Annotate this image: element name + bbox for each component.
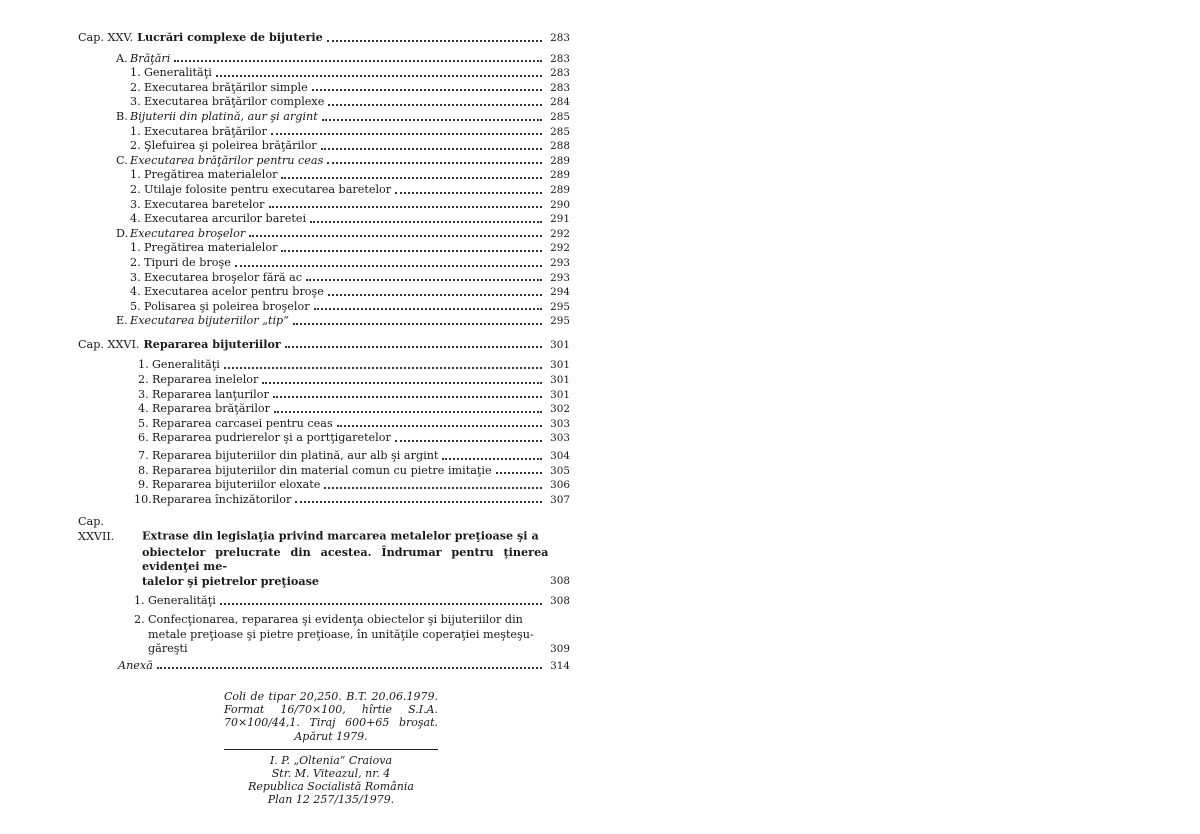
page-number: 293	[550, 271, 570, 284]
item-title: Utilaje folosite pentru executarea baretelor	[144, 182, 392, 196]
item-label: 3.	[130, 197, 141, 211]
item-title: Executarea acelor pentru broşe	[144, 285, 324, 299]
page-number: 303	[550, 432, 570, 445]
item-title: Pregătirea materialelor	[144, 241, 278, 255]
toc-item	[78, 125, 570, 140]
item-title: Şlefuirea şi poleirea brăţărilor	[144, 139, 317, 153]
toc-item	[78, 168, 570, 183]
toc-item	[78, 493, 570, 508]
dot-leader	[157, 667, 542, 669]
page-number: 301	[550, 338, 570, 351]
toc-section-c	[78, 154, 570, 169]
page-number: 303	[550, 417, 570, 430]
page-number: 314	[550, 659, 570, 672]
page-number: 292	[550, 227, 570, 240]
chapter-title: Repararea bijuteriilor	[143, 336, 281, 351]
dot-leader	[496, 472, 542, 474]
toc-chapter-27	[78, 515, 570, 588]
item-label: 4.	[138, 402, 149, 416]
dot-leader	[328, 104, 542, 106]
item-label: 6.	[138, 431, 149, 445]
colophon-line-3: 70×100/44,1. Tiraj 600+65 broşat.	[224, 716, 438, 730]
item-title: Repararea brăţărilor	[152, 402, 271, 416]
item-title: Executarea brăţărilor complexe	[144, 95, 325, 109]
page-number: 301	[550, 374, 570, 387]
page-number: 301	[550, 359, 570, 372]
dot-leader	[216, 75, 542, 77]
dot-leader	[271, 133, 542, 135]
page-number: 289	[550, 154, 570, 167]
page-number: 308	[550, 595, 570, 608]
dot-leader	[324, 487, 542, 489]
printer-line-1: I. P. „Oltenia“ Craiova	[269, 753, 393, 767]
item-label: 1.	[130, 66, 141, 80]
item-label: 8.	[138, 463, 149, 477]
section-label: B.	[116, 109, 128, 123]
item-label: 3.	[130, 270, 141, 284]
item-label: 1.	[130, 124, 141, 138]
section-title: Brăţări	[130, 51, 171, 65]
page-number: 293	[550, 256, 570, 269]
colophon-line-1: Coli de tipar 20,250. B.T. 20.06.1979.	[224, 690, 438, 703]
page-number: 295	[550, 315, 570, 328]
item-title: Repararea carcasei pentru ceas	[152, 416, 333, 430]
dot-leader	[295, 501, 542, 503]
item-title: Generalităţi	[152, 358, 220, 372]
toc-item	[78, 300, 570, 315]
page-number: 305	[550, 464, 570, 477]
dot-leader	[312, 89, 542, 91]
page-number: 292	[550, 242, 570, 255]
chapter-number: Cap. XXVI.	[78, 337, 140, 351]
item-title: Tipuri de broşe	[144, 255, 231, 269]
page-number: 295	[550, 300, 570, 313]
toc-item	[78, 241, 570, 256]
item-title: Executarea baretelor	[144, 197, 265, 211]
divider	[224, 749, 438, 750]
dot-leader	[328, 294, 542, 296]
toc-item	[78, 358, 570, 373]
section-label: C.	[116, 153, 128, 167]
dot-leader	[314, 308, 542, 310]
page-number: 283	[550, 32, 570, 44]
toc-item	[78, 285, 570, 300]
dot-leader	[249, 235, 542, 237]
toc-item	[78, 402, 570, 417]
item-title-line-2: metale preţioase şi pietre preţioase, în unităţile coperaţiei meşteşu-	[148, 627, 534, 641]
page-number: 283	[550, 81, 570, 94]
printer-line-4: Plan 12 257/135/1979.	[267, 793, 395, 807]
page-number: 285	[550, 125, 570, 138]
printer-line-2: Str. M. Viteazul, nr. 4	[271, 767, 391, 781]
dot-leader	[274, 411, 542, 413]
dot-leader	[262, 382, 542, 384]
item-label: 1.	[138, 358, 149, 372]
section-title: Executarea broşelor	[130, 226, 246, 240]
table-of-contents	[78, 30, 570, 673]
dot-leader	[395, 440, 542, 442]
toc-item	[78, 388, 570, 403]
item-title: Executarea brăţărilor simple	[144, 80, 308, 94]
toc-annex	[78, 659, 570, 674]
toc-section-a	[78, 52, 570, 67]
chapter-number: Cap. XXVII.	[78, 515, 115, 543]
dot-leader	[306, 279, 542, 281]
item-title: Repararea bijuteriilor din platină, aur alb şi argint	[152, 449, 439, 463]
item-title: Repararea lanţurilor	[152, 387, 269, 401]
toc-item	[78, 431, 570, 446]
toc-item	[78, 139, 570, 154]
page-number: 301	[550, 388, 570, 401]
dot-leader	[281, 177, 542, 179]
item-label: 4.	[130, 212, 141, 226]
section-label: D.	[116, 226, 129, 240]
toc-item	[78, 198, 570, 213]
annex-title: Anexă	[118, 658, 153, 672]
page-number: 302	[550, 403, 570, 416]
page-number: 283	[550, 52, 570, 65]
item-title-line-3: găreşti	[148, 642, 188, 656]
item-label: 1.	[130, 168, 141, 182]
toc-section-d	[78, 227, 570, 242]
dot-leader	[293, 323, 542, 325]
chapter-title-line-2: obiectelor prelucrate din acestea. Îndrumar pentru ţinerea evidenţei me-	[142, 544, 549, 574]
item-title: Pregătirea materialelor	[144, 168, 278, 182]
printer-line-3: Republica Socialistă România	[248, 780, 414, 794]
item-label: 2.	[130, 139, 141, 153]
item-title: Repararea bijuteriilor eloxate	[152, 478, 321, 492]
toc-item	[78, 449, 570, 464]
dot-leader	[327, 162, 542, 164]
dot-leader	[174, 60, 542, 62]
dot-leader	[285, 346, 542, 348]
item-label: 2.	[134, 612, 145, 626]
chapter-title: Lucrări complexe de bijuterie	[137, 30, 323, 44]
item-label: 1.	[134, 594, 145, 608]
page-number: 294	[550, 286, 570, 299]
toc-item	[78, 66, 570, 81]
item-title: Generalităţi	[148, 594, 216, 608]
section-title: Executarea brăţărilor pentru ceas	[130, 153, 324, 167]
item-label: 9.	[138, 478, 149, 492]
dot-leader	[269, 206, 542, 208]
dot-leader	[321, 148, 542, 150]
item-label: 1.	[130, 241, 141, 255]
dot-leader	[337, 425, 542, 427]
toc-section-b	[78, 110, 570, 125]
page-number: 304	[550, 450, 570, 463]
colophon-line-2: Format 16/70×100, hîrtie S.I.A.	[224, 703, 438, 717]
dot-leader	[322, 119, 542, 121]
page-number: 283	[550, 67, 570, 80]
item-label: 2.	[130, 182, 141, 196]
colophon	[224, 690, 438, 807]
page-number: 288	[550, 140, 570, 153]
page-number: 284	[550, 96, 570, 109]
item-label: 3.	[130, 95, 141, 109]
item-title: Generalităţi	[144, 66, 212, 80]
item-title-line-1: 2. Confecţionarea, repararea şi evidenţa obiectelor şi bijuteriilor din	[134, 612, 523, 626]
item-title: Executarea arcurilor baretei	[144, 212, 307, 226]
section-label: A.	[116, 51, 128, 65]
toc-item	[78, 271, 570, 286]
toc-chapter-25	[78, 30, 570, 46]
toc-item	[78, 212, 570, 227]
item-label: 5.	[130, 299, 141, 313]
item-title: Repararea închizătorilor	[152, 492, 292, 506]
toc-item	[78, 478, 570, 493]
toc-item	[78, 81, 570, 96]
dot-leader	[395, 192, 542, 194]
item-label: 10.	[134, 492, 152, 506]
colophon-line-4: Apărut 1979.	[294, 729, 368, 743]
toc-chapter-26	[78, 337, 570, 353]
toc-item	[78, 256, 570, 271]
page-number: 308	[550, 574, 570, 587]
page-number: 285	[550, 110, 570, 123]
page-number: 289	[550, 169, 570, 182]
dot-leader	[327, 40, 542, 42]
dot-leader	[310, 221, 542, 223]
section-label: E.	[116, 314, 128, 328]
toc-section-e	[78, 314, 570, 329]
toc-item	[78, 417, 570, 432]
dot-leader	[224, 367, 542, 369]
item-label: 3.	[138, 387, 149, 401]
page-number: 309	[550, 643, 570, 656]
toc-item	[78, 95, 570, 110]
chapter-number: Cap. XXV.	[78, 31, 134, 44]
chapter-title-line-3: talelor şi pietrelor preţioase	[142, 573, 319, 588]
toc-item	[78, 183, 570, 198]
section-title: Executarea bijuteriilor „tip“	[130, 314, 289, 328]
dot-leader	[235, 265, 542, 267]
dot-leader	[273, 396, 542, 398]
item-label: 5.	[138, 416, 149, 430]
toc-item	[78, 464, 570, 479]
page-number: 289	[550, 183, 570, 196]
item-label: 2.	[130, 80, 141, 94]
item-title: Repararea bijuteriilor din material comun cu pietre imitaţie	[152, 463, 492, 477]
item-label: 7.	[138, 449, 149, 463]
item-title: Repararea inelelor	[152, 373, 259, 387]
item-label: 2.	[130, 255, 141, 269]
page-number: 306	[550, 479, 570, 492]
dot-leader	[442, 458, 542, 460]
toc-item-multiline	[78, 613, 570, 657]
section-title: Bijuterii din platină, aur şi argint	[130, 109, 318, 123]
dot-leader	[281, 250, 542, 252]
dot-leader	[220, 603, 542, 605]
item-title: Executarea brăţărilor	[144, 124, 267, 138]
page-number: 291	[550, 213, 570, 226]
item-title: Polisarea şi poleirea broşelor	[144, 299, 310, 313]
item-title: Repararea pudrierelor şi a portţigaretelor	[152, 431, 391, 445]
toc-item	[78, 594, 570, 609]
item-title: Executarea broşelor fără ac	[144, 270, 303, 284]
page-number: 307	[550, 493, 570, 506]
toc-item	[78, 373, 570, 388]
page-number: 290	[550, 198, 570, 211]
item-label: 4.	[130, 285, 141, 299]
item-label: 2.	[138, 373, 149, 387]
chapter-title-line-1: Cap. XXVII. Extrase din legislaţia privind marcarea metalelor preţioase şi a	[78, 515, 539, 543]
